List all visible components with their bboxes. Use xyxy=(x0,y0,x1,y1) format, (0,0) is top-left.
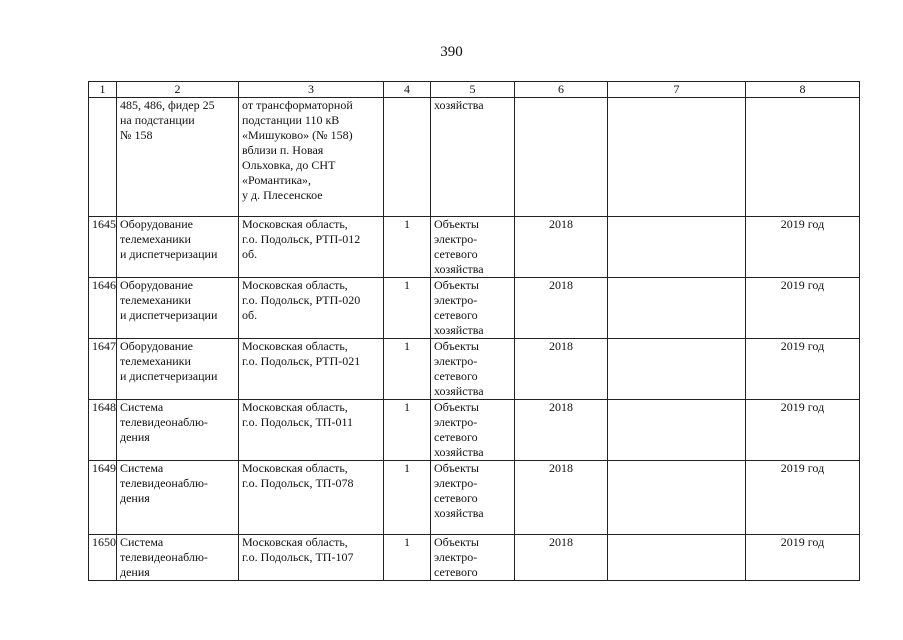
table-row xyxy=(89,339,860,400)
column-7-cell xyxy=(608,278,746,339)
object-year: 2018 xyxy=(515,461,608,535)
object-name: Система телевидеонаблю- дения xyxy=(117,461,239,535)
table-row xyxy=(89,217,860,278)
object-term xyxy=(746,98,860,217)
object-category: Объекты электро- сетевого хозяйства xyxy=(431,217,515,278)
registry-table xyxy=(88,81,860,581)
column-7-cell xyxy=(608,400,746,461)
object-year: 2018 xyxy=(515,400,608,461)
object-location: Московская область, г.о. Подольск, РТП-020 об. xyxy=(239,278,384,339)
object-category: Объекты электро- сетевого хозяйства xyxy=(431,461,515,535)
object-category: Объекты электро- сетевого хозяйства xyxy=(431,400,515,461)
object-quantity: 1 xyxy=(384,535,431,581)
column-header: 3 xyxy=(239,82,384,98)
page-number: 390 xyxy=(440,44,463,60)
row-number: 1649 xyxy=(89,461,117,535)
row-number: 1646 xyxy=(89,278,117,339)
object-location: Московская область, г.о. Подольск, ТП-011 xyxy=(239,400,384,461)
column-header: 7 xyxy=(608,82,746,98)
object-year: 2018 xyxy=(515,535,608,581)
column-header: 8 xyxy=(746,82,860,98)
object-location: Московская область, г.о. Подольск, РТП-021 xyxy=(239,339,384,400)
object-name: Система телевидеонаблю- дения xyxy=(117,400,239,461)
object-year: 2018 xyxy=(515,339,608,400)
object-category: Объекты электро- сетевого xyxy=(431,535,515,581)
object-term: 2019 год xyxy=(746,339,860,400)
object-term: 2019 год xyxy=(746,400,860,461)
object-location: от трансформаторной подстанции 110 кВ «Мишуково» (№ 158) вблизи п. Новая Ольховка, до СНТ «Романтика», у д. Плесенское xyxy=(239,98,384,217)
row-number xyxy=(89,98,117,217)
object-year: 2018 xyxy=(515,217,608,278)
table-row xyxy=(89,98,860,217)
object-name: Оборудование телемеханики и диспетчеризации xyxy=(117,339,239,400)
object-quantity: 1 xyxy=(384,217,431,278)
object-year: 2018 xyxy=(515,278,608,339)
column-header: 6 xyxy=(515,82,608,98)
object-quantity: 1 xyxy=(384,461,431,535)
table-row xyxy=(89,461,860,535)
object-name: Оборудование телемеханики и диспетчеризации xyxy=(117,278,239,339)
object-term: 2019 год xyxy=(746,535,860,581)
object-name: Оборудование телемеханики и диспетчеризации xyxy=(117,217,239,278)
table-row xyxy=(89,535,860,581)
object-category: Объекты электро- сетевого хозяйства xyxy=(431,339,515,400)
object-category: Объекты электро- сетевого хозяйства xyxy=(431,278,515,339)
column-7-cell xyxy=(608,339,746,400)
object-location: Московская область, г.о. Подольск, ТП-078 xyxy=(239,461,384,535)
column-header: 4 xyxy=(384,82,431,98)
row-number: 1648 xyxy=(89,400,117,461)
header-row xyxy=(89,82,860,98)
object-location: Московская область, г.о. Подольск, РТП-012 об. xyxy=(239,217,384,278)
object-name: 485, 486, фидер 25 на подстанции № 158 xyxy=(117,98,239,217)
object-year xyxy=(515,98,608,217)
object-term: 2019 год xyxy=(746,461,860,535)
row-number: 1647 xyxy=(89,339,117,400)
column-7-cell xyxy=(608,217,746,278)
column-header: 5 xyxy=(431,82,515,98)
object-category: хозяйства xyxy=(431,98,515,217)
column-header: 2 xyxy=(117,82,239,98)
row-number: 1645 xyxy=(89,217,117,278)
column-7-cell xyxy=(608,98,746,217)
table-row xyxy=(89,400,860,461)
row-number: 1650 xyxy=(89,535,117,581)
object-quantity: 1 xyxy=(384,400,431,461)
object-quantity xyxy=(384,98,431,217)
object-location: Московская область, г.о. Подольск, ТП-107 xyxy=(239,535,384,581)
object-name: Система телевидеонаблю- дения xyxy=(117,535,239,581)
object-term: 2019 год xyxy=(746,217,860,278)
table-row xyxy=(89,278,860,339)
object-term: 2019 год xyxy=(746,278,860,339)
object-quantity: 1 xyxy=(384,339,431,400)
column-7-cell xyxy=(608,535,746,581)
column-7-cell xyxy=(608,461,746,535)
column-header: 1 xyxy=(89,82,117,98)
object-quantity: 1 xyxy=(384,278,431,339)
